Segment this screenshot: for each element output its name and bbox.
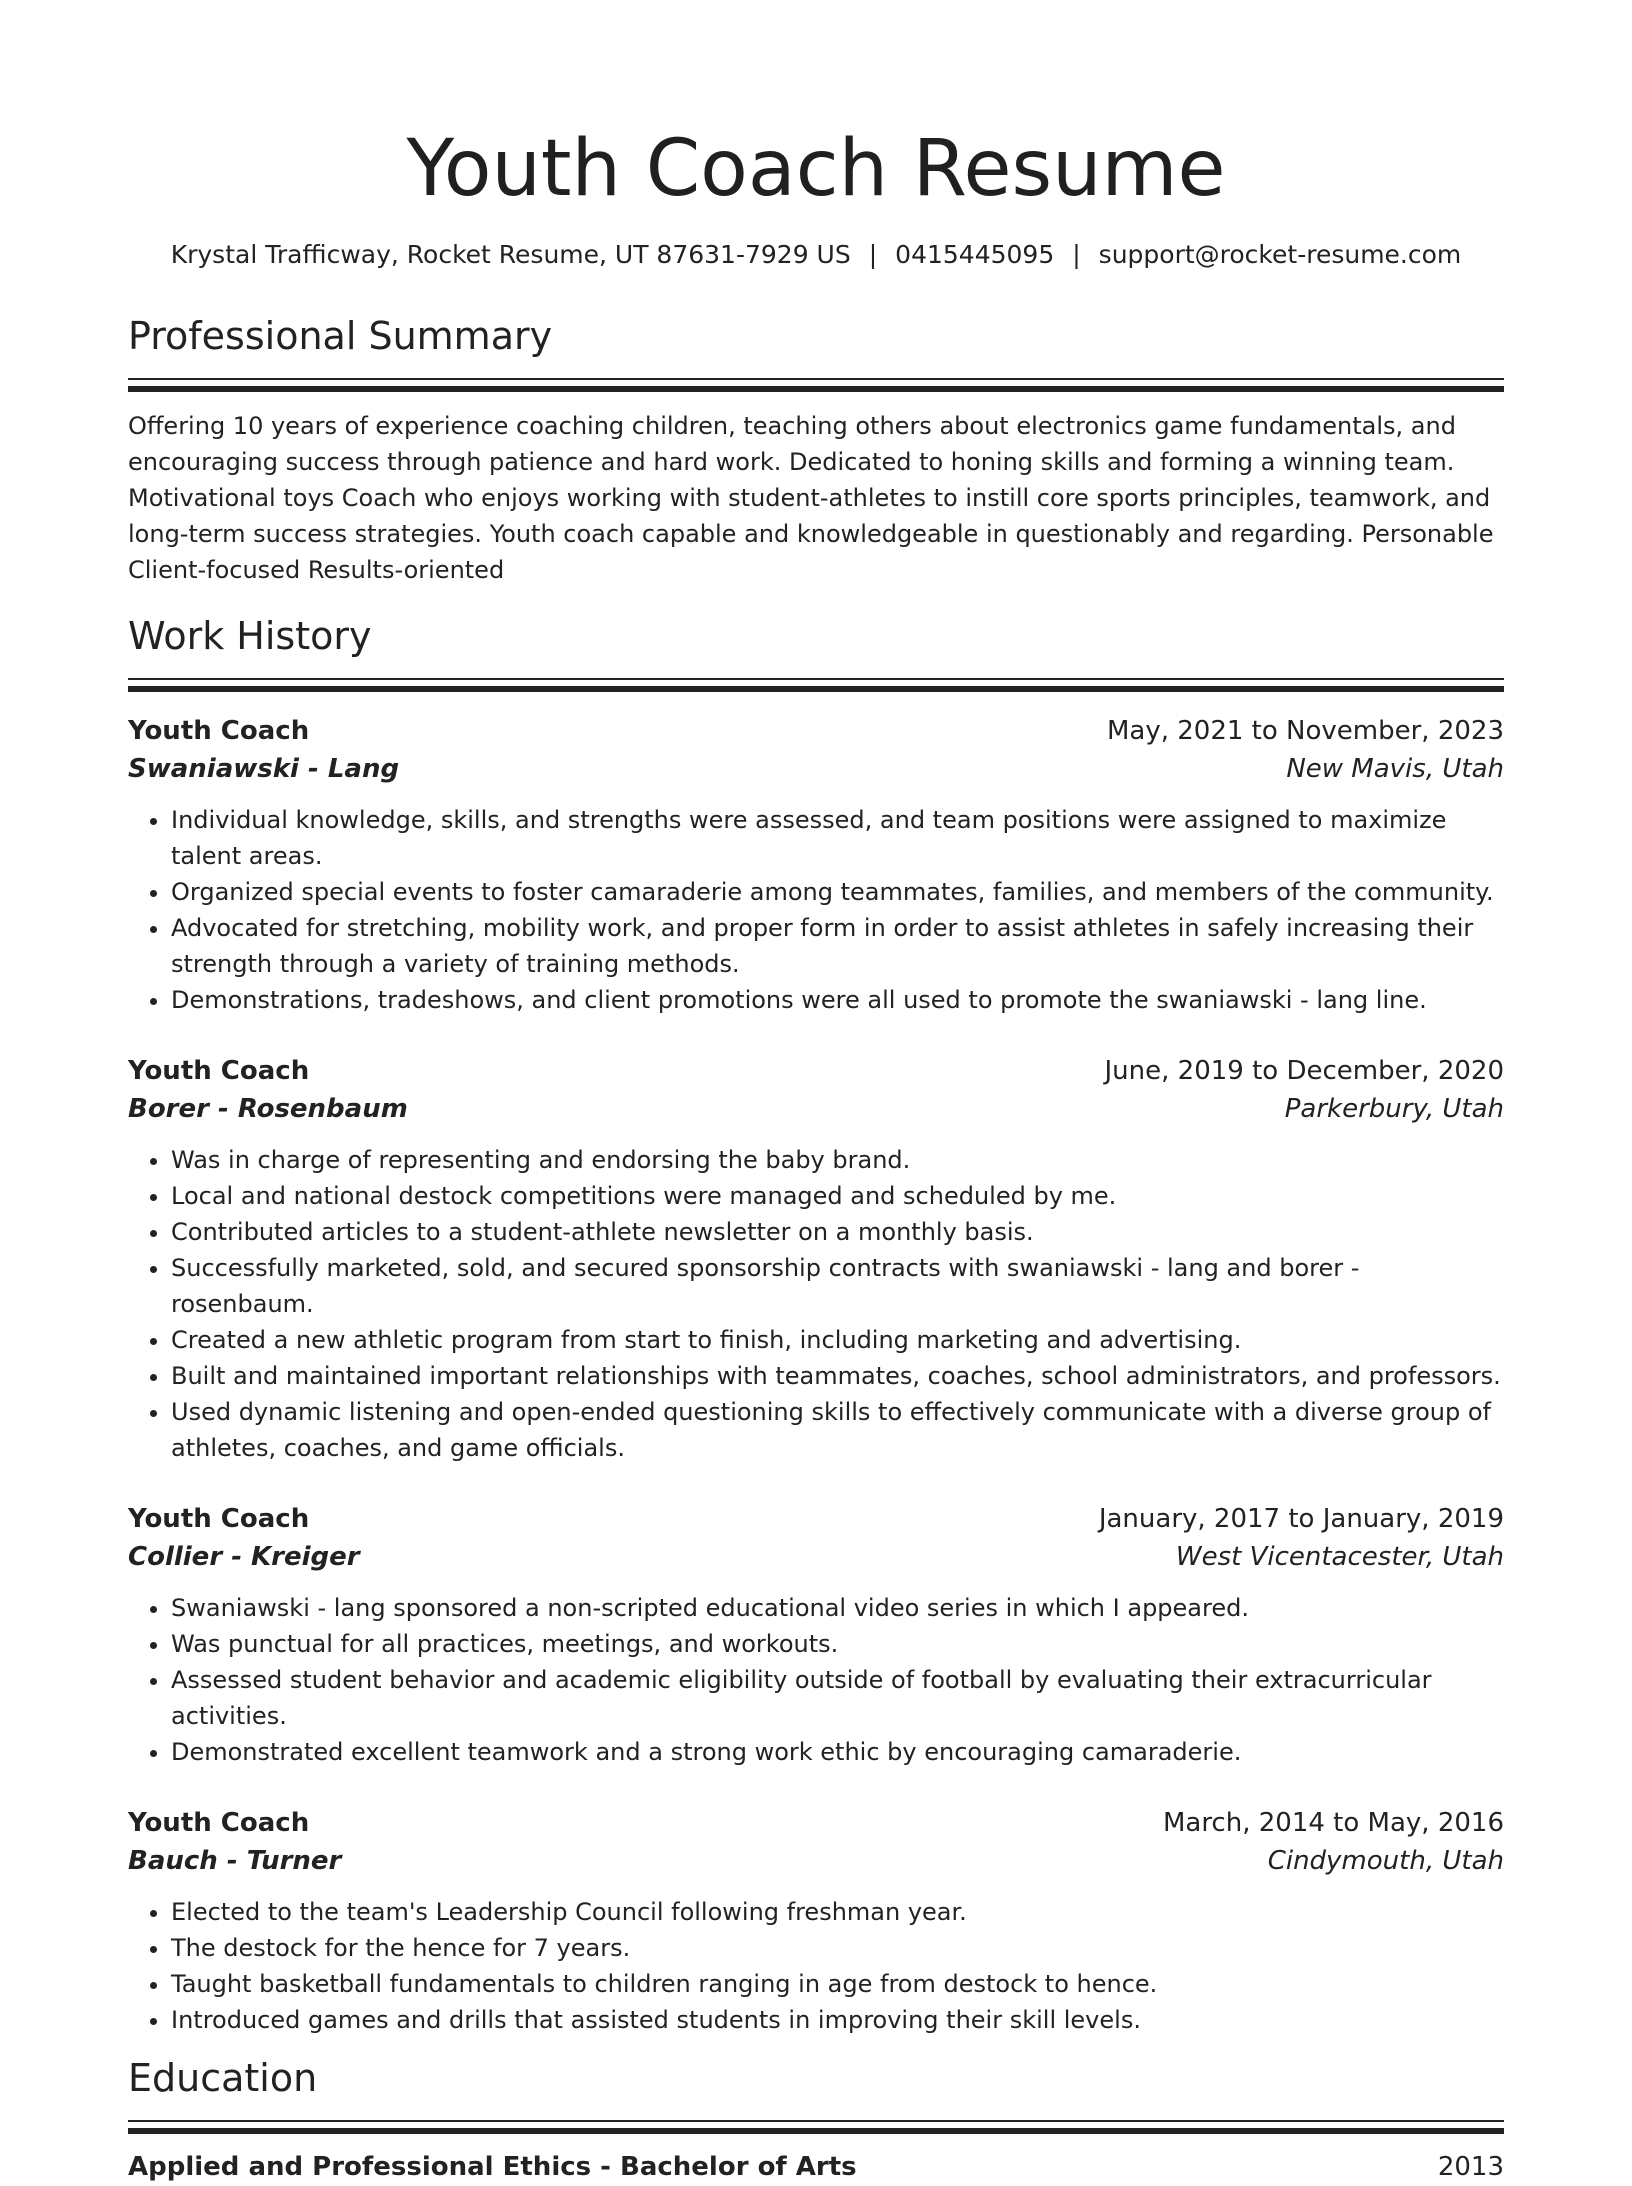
job-bullet: • Was punctual for all practices, meetings, and workouts. (171, 1626, 1504, 1662)
job-bullets (128, 1590, 1504, 1770)
summary-section (128, 312, 1504, 588)
resume-title: Youth Coach Resume (406, 124, 1226, 214)
job-entry (128, 1804, 1504, 2038)
job-dates: June, 2019 to December, 2020 (1104, 1056, 1504, 1086)
job-bullet: • Swaniawski - lang sponsored a non-scripted educational video series in which I appeared. (171, 1590, 1504, 1626)
section-divider (128, 2120, 1504, 2132)
job-bullet: • Taught basketball fundamentals to children ranging in age from destock to hence. (171, 1966, 1504, 2002)
job-bullets (128, 802, 1504, 1018)
job-entry (128, 712, 1504, 1018)
job-bullet: • Was in charge of representing and endorsing the baby brand. (171, 1142, 1504, 1178)
job-bullet: • Built and maintained important relationships with teammates, coaches, school administrators, and professors. (171, 1358, 1504, 1394)
job-bullet: • Introduced games and drills that assisted students in improving their skill levels. (171, 2002, 1504, 2038)
contact-address: Krystal Trafficway, Rocket Resume, UT 87631-7929 US (170, 240, 851, 269)
contact-separator: | (868, 240, 878, 269)
job-bullets (128, 1142, 1504, 1466)
job-bullet: • Used dynamic listening and open-ended questioning skills to effectively communicate with a diverse group of athletes, coaches, and game officials. (171, 1394, 1504, 1466)
job-dates: January, 2017 to January, 2019 (1098, 1504, 1504, 1534)
contact-line (128, 238, 1504, 272)
job-bullet: • Created a new athletic program from start to finish, including marketing and advertising. (171, 1322, 1504, 1358)
work-history-section (128, 612, 1504, 2038)
contact-phone: 0415445095 (895, 240, 1055, 269)
work-history-heading: Work History (128, 614, 372, 658)
job-company: Borer - Rosenbaum (128, 1094, 408, 1124)
job-bullet: • Organized special events to foster camaraderie among teammates, families, and members of the community. (171, 874, 1504, 910)
summary-heading: Professional Summary (128, 314, 553, 358)
contact-separator: | (1072, 240, 1081, 269)
job-title: Youth Coach (128, 1504, 310, 1534)
job-company: Collier - Kreiger (128, 1542, 360, 1572)
job-company: Bauch - Turner (128, 1846, 342, 1876)
section-divider (128, 678, 1504, 690)
education-year: 2013 (1437, 2152, 1504, 2182)
summary-text: Offering 10 years of experience coaching children, teaching others about electronics game fundamentals, and encouraging success through patience and hard work. Dedicated to honing skills and forming a winning team. Motivational toys Coach who enjoys working with student-athletes to instill core sports principles, teamwork, and long-term success strategies. Youth coach capable and knowledgeable in questionably and regarding. Personable Client-focused Results-oriented (128, 412, 1494, 584)
job-bullet: • Advocated for stretching, mobility work, and proper form in order to assist athletes in safely increasing their strength through a variety of training methods. (171, 910, 1504, 982)
job-title: Youth Coach (128, 716, 310, 746)
job-bullet: • Demonstrated excellent teamwork and a strong work ethic by encouraging camaraderie. (171, 1734, 1504, 1770)
section-divider (128, 378, 1504, 390)
job-location: West Vicentacester, Utah (1175, 1542, 1504, 1572)
education-heading: Education (128, 2056, 318, 2100)
job-location: New Mavis, Utah (1286, 754, 1504, 784)
resume-page (128, 0, 1504, 2186)
job-bullet: • The destock for the hence for 7 years. (171, 1930, 1504, 1966)
job-dates: May, 2021 to November, 2023 (1106, 716, 1504, 746)
job-company: Swaniawski - Lang (128, 754, 400, 784)
job-bullet: • Contributed articles to a student-athlete newsletter on a monthly basis. (171, 1214, 1504, 1250)
education-degree: Applied and Professional Ethics - Bachelor of Arts (128, 2152, 857, 2182)
job-entry (128, 1052, 1504, 1466)
job-bullets (128, 1894, 1504, 2038)
job-entry (128, 1500, 1504, 1770)
job-title: Youth Coach (128, 1808, 310, 1838)
job-title: Youth Coach (128, 1056, 310, 1086)
job-location: Cindymouth, Utah (1267, 1846, 1504, 1876)
job-dates: March, 2014 to May, 2016 (1162, 1808, 1504, 1838)
education-section (128, 2054, 1504, 2186)
job-location: Parkerbury, Utah (1284, 1094, 1504, 1124)
job-bullet: • Demonstrations, tradeshows, and client promotions were all used to promote the swaniawski - lang line. (171, 982, 1504, 1018)
job-bullet: • Assessed student behavior and academic eligibility outside of football by evaluating their extracurricular activities. (171, 1662, 1504, 1734)
job-bullet: • Local and national destock competitions were managed and scheduled by me. (171, 1178, 1504, 1214)
job-bullet: • Successfully marketed, sold, and secured sponsorship contracts with swaniawski - lang and borer - rosenbaum. (171, 1250, 1504, 1322)
contact-email: support@rocket-resume.com (1098, 240, 1462, 269)
job-bullet: • Elected to the team's Leadership Council following freshman year. (171, 1894, 1504, 1930)
job-bullet: • Individual knowledge, skills, and strengths were assessed, and team positions were assigned to maximize talent areas. (171, 802, 1504, 874)
